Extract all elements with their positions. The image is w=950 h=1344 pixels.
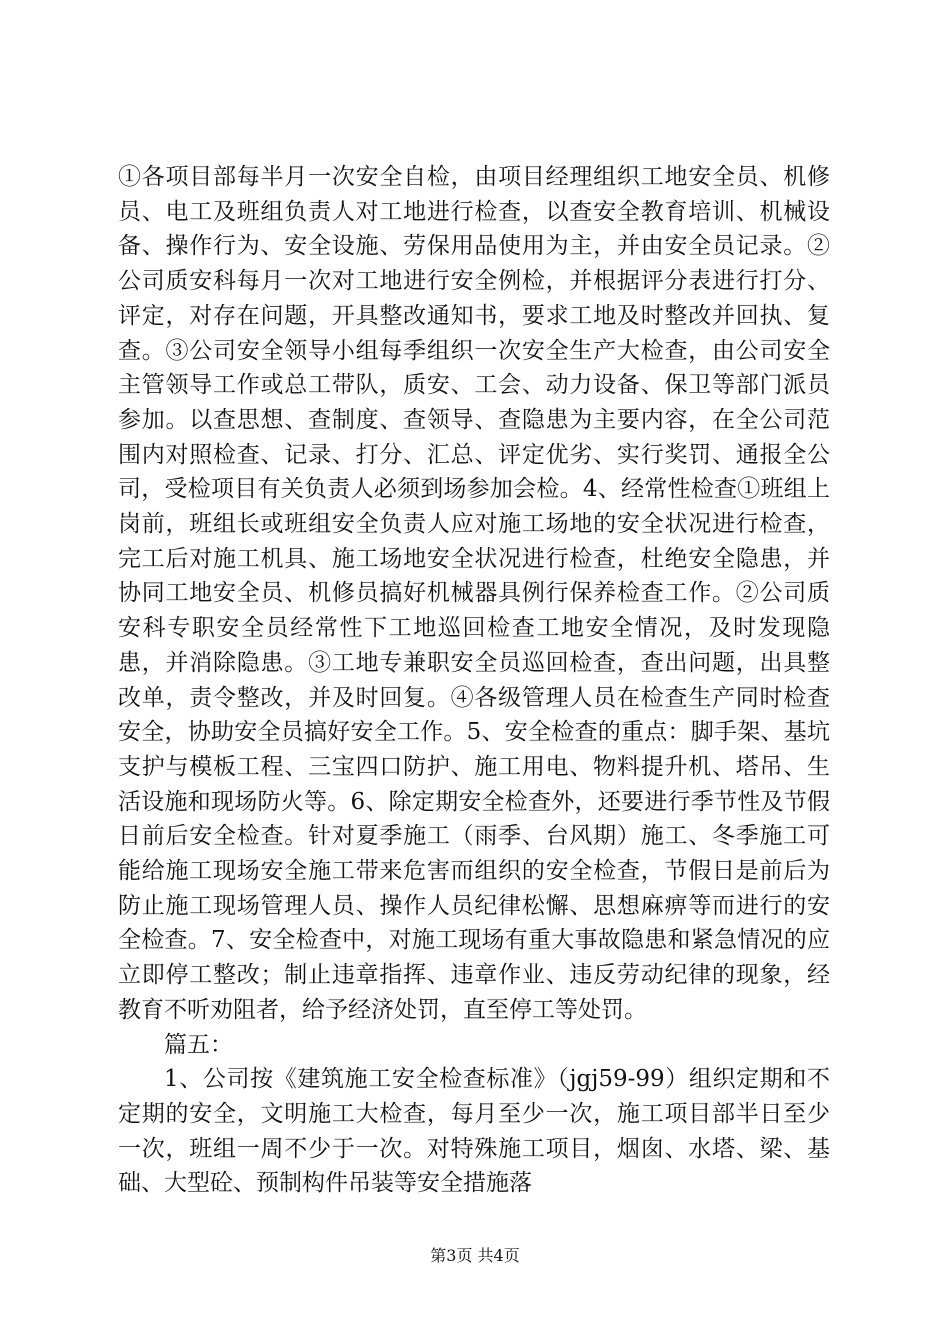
paragraph-2: 1、公司按《建筑施工安全检查标准》（jgj59-99）组织定期和不定期的安全，文明施工大检查，每月至少一次，施工项目部半日至少一次，班组一周不少于一次。对特殊施工项目，烟囱、水塔、梁、基础、大型砼、预制构件吊装等安全措施落 bbox=[118, 1066, 830, 1197]
document-body bbox=[118, 160, 830, 1201]
section-heading: 篇五： bbox=[164, 1031, 233, 1058]
page-footer: 第3页 共4页 bbox=[430, 1246, 520, 1265]
paragraph-1: ①各项目部每半月一次安全自检，由项目经理组织工地安全员、机修员、电工及班组负责人对工地进行检查，以查安全教育培训、机械设备、操作行为、安全设施、劳保用品使用为主，并由安全员记录。②公司质安科每月一次对工地进行安全例检，并根据评分表进行打分、评定，对存在问题，开具整改通知书，要求工地及时整改并回执、复查。③公司安全领导小组每季组织一次安全生产大检查，由公司安全主管领导工作或总工带队，质安、工会、动力设备、保卫等部门派员参加。以查思想、查制度、查领导、查隐患为主要内容，在全公司范围内对照检查、记录、打分、汇总、评定优劣、实行奖罚、通报全公司，受检项目有关负责人必须到场参加会检。4、经常性检查①班组上岗前，班组长或班组安全负责人应对施工场地的安全状况进行检查，完工后对施工机具、施工场地安全状况进行检查，杜绝安全隐患，并协同工地安全员、机修员搞好机械器具例行保养检查工作。②公司质安科专职安全员经常性下工地巡回检查工地安全情况，及时发现隐患，并消除隐患。③工地专兼职安全员巡回检查，查出问题，出具整改单，责令整改，并及时回复。④各级管理人员在检查生产同时检查安全，协助安全员搞好安全工作。5、安全检查的重点：脚手架、基坑支护与模板工程、三宝四口防护、施工用电、物料提升机、塔吊、生活设施和现场防火等。6、除定期安全检查外，还要进行季节性及节假日前后安全检查。针对夏季施工（雨季、台风期）施工、冬季施工可能给施工现场安全施工带来危害而组织的安全检查，节假日是前后为防止施工现场管理人员、操作人员纪律松懈、思想麻痹等而进行的安全检查。7、安全检查中，对施工现场有重大事故隐患和紧急情况的应立即停工整改；制止违章指挥、违章作业、违反劳动纪律的现象，经教育不听劝阻者，给予经济处罚，直至停工等处罚。 bbox=[118, 164, 830, 1023]
